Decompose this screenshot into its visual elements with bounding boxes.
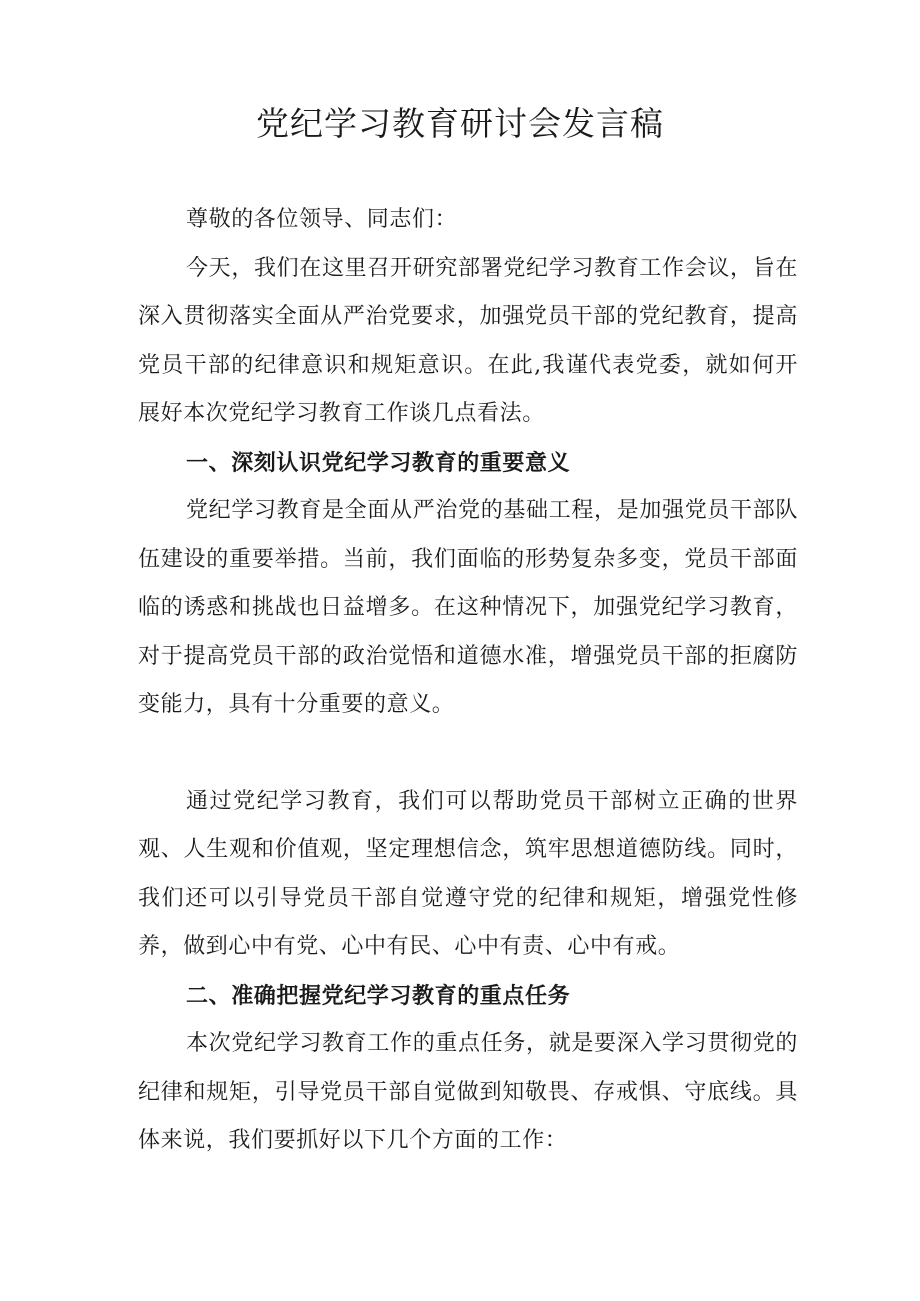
section-2-paragraph-1: 本次党纪学习教育工作的重点任务，就是要深入学习贯彻党的纪律和规矩，引导党员干部自觉做到知敬畏、存戒惧、守底线。具体来说，我们要抓好以下几个方面的工作： xyxy=(138,1031,798,1153)
section-1-paragraph-2: 通过党纪学习教育，我们可以帮助党员干部树立正确的世界观、人生观和价值观，坚定理想信念，筑牢思想道德防线。同时，我们还可以引导党员干部自觉遵守党的纪律和规矩，增强党性修养，做到心中有党、心中有民、心中有责、心中有戒。 xyxy=(138,788,798,959)
document-body xyxy=(138,196,798,1166)
salutation: 尊敬的各位领导、同志们： xyxy=(186,207,458,232)
section-1-paragraph-1: 党纪学习教育是全面从严治党的基础工程，是加强党员干部队伍建设的重要举措。当前，我们面临的形势复杂多变，党员干部面临的诱惑和挑战也日益增多。在这种情况下，加强党纪学习教育，对于提高党员干部的政治觉悟和道德水准，增强党员干部的拒腐防变能力，具有十分重要的意义。 xyxy=(138,498,798,717)
section-2-heading: 二、准确把握党纪学习教育的重点任务 xyxy=(186,982,571,1009)
document-title: 党纪学习教育研讨会发言稿 xyxy=(256,104,664,143)
section-1-heading: 一、深刻认识党纪学习教育的重要意义 xyxy=(186,449,571,476)
intro-paragraph: 今天，我们在这里召开研究部署党纪学习教育工作会议，旨在深入贯彻落实全面从严治党要求，加强党员干部的党纪教育，提高党员干部的纪律意识和规矩意识。在此,我谨代表党委，就如何开展好本次党纪学习教育工作谈几点看法。 xyxy=(138,255,798,426)
paragraph-spacer xyxy=(138,730,798,778)
